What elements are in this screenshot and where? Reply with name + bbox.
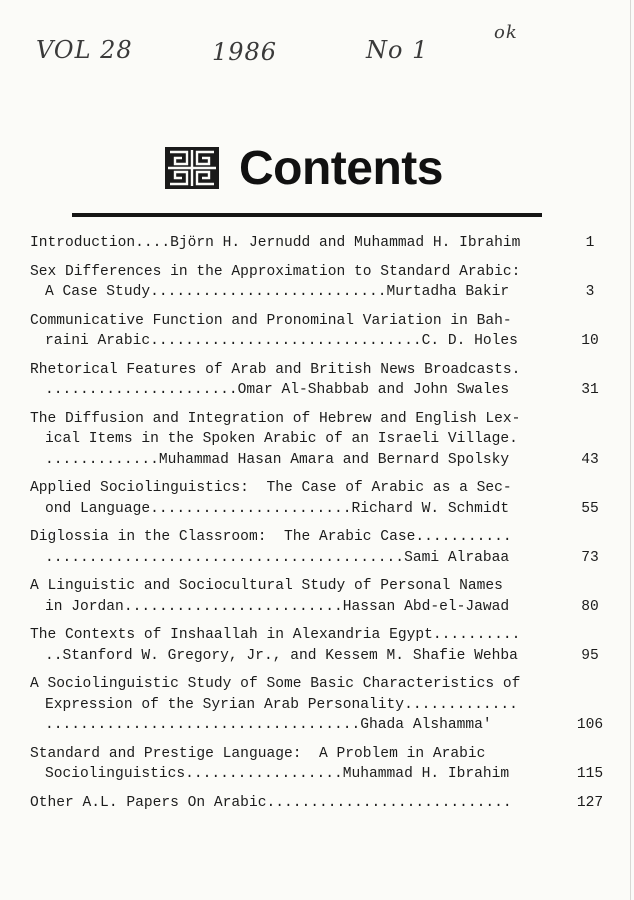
toc-page-number: 43 [581, 451, 599, 468]
toc-entry-line: ....................................Ghada Alshamma' [45, 717, 492, 733]
toc-entry-line: ical Items in the Spoken Arabic of an Israeli Village. [45, 431, 518, 447]
toc-entry-line: Communicative Function and Pronominal Variation in Bah- [30, 312, 512, 329]
toc-entry-line: Sex Differences in the Approximation to Standard Arabic: [30, 263, 521, 280]
toc-entry [30, 674, 610, 736]
toc-page-number: 127 [576, 794, 604, 811]
toc-entry [30, 527, 610, 568]
toc-page-number: 73 [581, 549, 599, 566]
toc-entry-line: Sociolinguistics..................Muhammad H. Ibrahim [45, 766, 510, 782]
arabesque-logo-icon [165, 147, 219, 189]
toc-entry-line: Introduction....Björn H. Jernudd and Muhammad H. Ibrahim [30, 235, 521, 251]
toc-entry-line: Applied Sociolinguistics: The Case of Arabic as a Sec- [30, 480, 512, 496]
handwritten-number: No 1 [366, 36, 429, 64]
toc-entry-line: ond Language.......................Richard W. Schmidt [45, 500, 510, 517]
toc-entry [30, 262, 610, 303]
toc-entry [30, 478, 610, 519]
title-rule [72, 213, 542, 217]
toc-entry-line: ..Stanford W. Gregory, Jr., and Kessem M. Shafie Wehba [45, 647, 518, 664]
toc-entry-line: ......................Omar Al-Shabbab and John Swales [45, 382, 510, 398]
toc-entry-line: Rhetorical Features of Arab and British News Broadcasts. [30, 361, 521, 378]
toc-entry-line: Standard and Prestige Language: A Problem in Arabic [30, 745, 486, 762]
toc-page-number: 106 [576, 717, 604, 733]
toc-entry-line: The Diffusion and Integration of Hebrew and English Lex- [30, 410, 521, 427]
toc-entry-line: .............Muhammad Hasan Amara and Bernard Spolsky [45, 451, 510, 468]
toc-page-number: 95 [581, 647, 599, 664]
toc-page-number: 1 [585, 235, 595, 251]
page-title: Contents [239, 141, 443, 195]
toc-entry-line: Diglossia in the Classroom: The Arabic Case........... [30, 529, 512, 545]
toc-entry [30, 625, 610, 666]
toc-entry-line: in Jordan.........................Hassan Abd-el-Jawad [45, 598, 510, 615]
table-of-contents [30, 233, 610, 821]
toc-entry-line: A Case Study...........................Murtadha Bakir [45, 284, 510, 300]
page-edge [630, 0, 631, 900]
toc-entry [30, 793, 610, 814]
toc-page-number: 80 [581, 598, 599, 615]
toc-page-number: 3 [585, 284, 595, 300]
toc-entry-line: A Linguistic and Sociocultural Study of Personal Names [30, 578, 503, 594]
handwritten-year: 1986 [212, 38, 278, 66]
toc-page-number: 31 [581, 382, 599, 398]
toc-entry [30, 360, 610, 401]
toc-page-number: 55 [581, 500, 599, 517]
toc-page-number: 115 [576, 766, 604, 782]
toc-entry-line: A Sociolinguistic Study of Some Basic Characteristics of [30, 676, 521, 692]
handwritten-volume: VOL 28 [36, 36, 133, 64]
toc-entry-line: raini Arabic...............................C. D. Holes [45, 333, 518, 349]
toc-entry [30, 744, 610, 785]
contents-header [165, 142, 443, 194]
toc-entry [30, 311, 610, 352]
toc-page-number: 10 [581, 333, 599, 349]
toc-entry-line: The Contexts of Inshaallah in Alexandria Egypt.......... [30, 627, 521, 643]
toc-entry [30, 576, 610, 617]
toc-entry-line: Expression of the Syrian Arab Personality............. [45, 696, 518, 713]
toc-entry-line: Other A.L. Papers On Arabic............................ [30, 794, 512, 811]
toc-entry-line: .........................................Sami Alrabaa [45, 549, 510, 566]
toc-entry [30, 409, 610, 471]
handwritten-check: ok [494, 22, 518, 43]
toc-entry [30, 233, 610, 254]
